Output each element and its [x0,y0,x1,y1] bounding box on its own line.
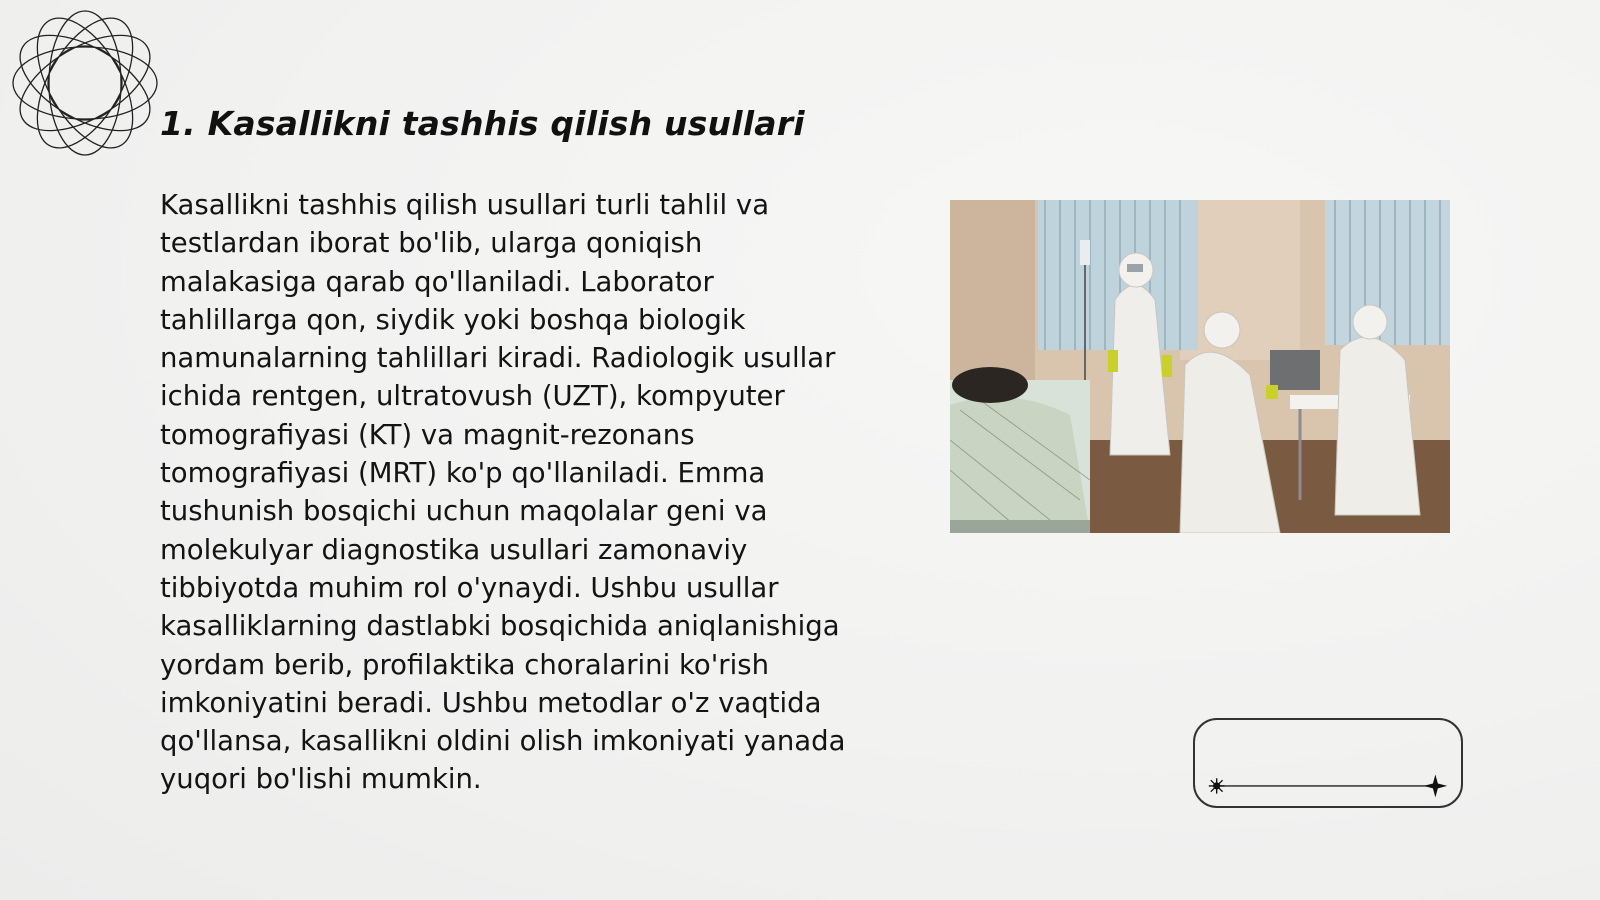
decorative-line [1195,720,1461,806]
slide-body-text: Kasallikni tashhis qilish usullari turli tahlil va testlardan iborat bo'lib, ularga qoniqish malakasiga qarab qo'llaniladi. Laborator tahlillarga qon, siydik yoki boshqa biologik namunalarning tahlillari kiradi. Radiologik usullar ichida rentgen, ultratovush (UZT), kompyuter tomografiyasi (KT) va magnit-rezonans tomografiyasi (MRT) ko'p qo'llaniladi. Emma tushunish bosqichi uchun maqolalar geni va molekulyar diagnostika usullari zamonaviy tibbiyotda muhim rol o'ynaydi. Ushbu usullar kasalliklarning dastlabki bosqichida aniqlanishiga yordam berib, profilaktika choralarini ko'rish imkoniyatini beradi. Ushbu metodlar o'z vaqtida qo'llansa, kasallikni oldini olish imkoniyati yanada yuqori bo'lishi mumkin. [160,189,846,796]
sparkle-icon [1424,774,1448,797]
hospital-ward-photo [950,200,1450,533]
decorative-frame [1193,718,1463,808]
orbital-circles-icon [10,8,160,158]
slide-title: 1. Kasallikni tashhis qilish usullari [160,104,805,143]
starburst-icon [1209,778,1225,793]
